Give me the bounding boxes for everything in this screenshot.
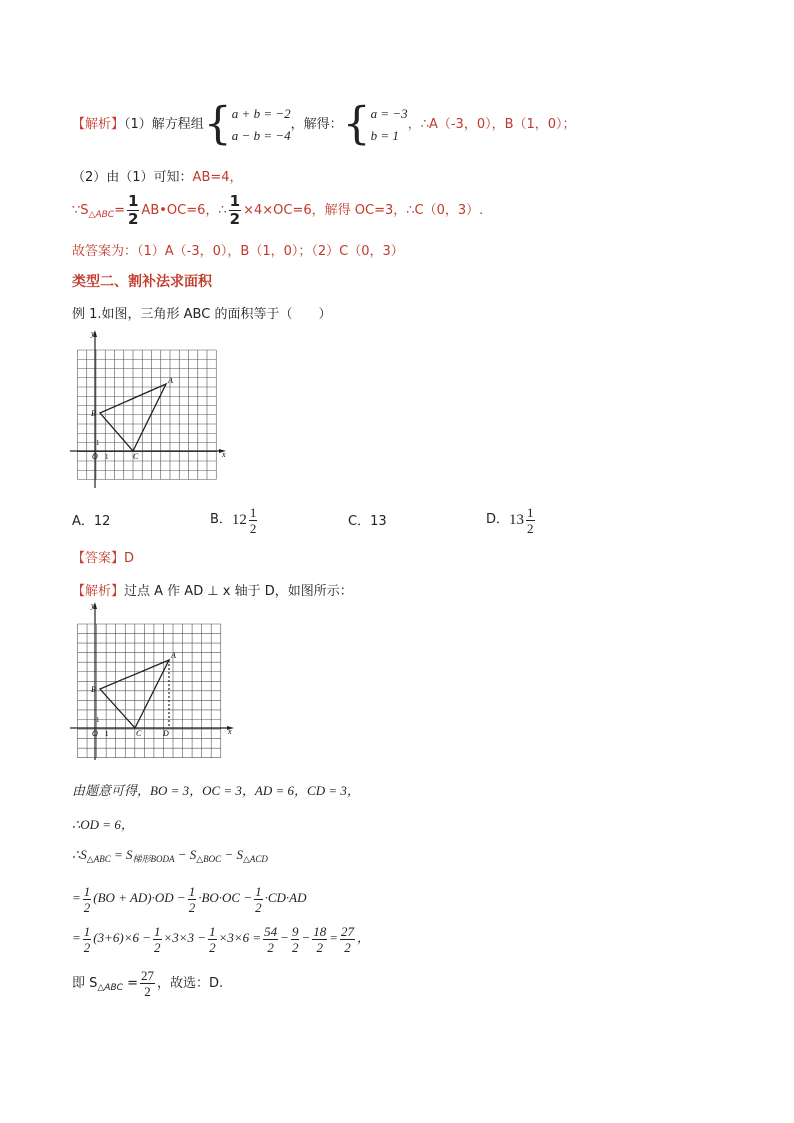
answer-tag: 【答案】 <box>72 551 125 566</box>
label-a-1: A <box>168 376 173 385</box>
label-x-2: x <box>228 727 232 736</box>
area3-t1: (3+6)×6 − <box>93 930 152 945</box>
final-result <box>72 966 223 1002</box>
grid-figure-2 <box>70 600 240 764</box>
brace-left-2: { <box>342 98 371 150</box>
area3-n5: 9 <box>291 923 299 939</box>
area3-frac4 <box>263 925 278 954</box>
label-b-2: B <box>91 685 96 694</box>
part2-prefix: （2）由（1）可知： <box>72 170 193 185</box>
analysis-tag-2: 【解析】 <box>72 584 125 599</box>
area2-n1: 1 <box>83 883 91 899</box>
area1-pre: ∴S <box>72 847 87 862</box>
area2-t3: ·CD·AD <box>264 890 307 905</box>
area3-frac5 <box>291 925 300 954</box>
area3-eq: = <box>72 930 81 945</box>
option-b-num: 1 <box>249 504 257 520</box>
fraction-half-2 <box>229 194 241 227</box>
area3-t2: ×3×3 − <box>163 930 207 945</box>
area1-sub1: △ABC <box>86 854 111 864</box>
final-sub: △ABC <box>97 983 123 993</box>
solve-mid: ，解得： <box>290 117 343 132</box>
area3-d3: 2 <box>209 939 216 955</box>
option-b-den: 2 <box>249 520 257 536</box>
option-a-label: A． <box>72 514 94 529</box>
option-c[interactable] <box>348 510 387 529</box>
equation-system <box>232 103 291 147</box>
area3-frac2 <box>153 925 162 954</box>
area3-frac6 <box>312 925 327 954</box>
fraction-half <box>127 194 139 227</box>
solution-part1 <box>72 100 576 150</box>
area3-frac7 <box>340 925 355 954</box>
final-eq: = <box>122 976 138 991</box>
derivation-part2: ×4×OC=6，解得 OC=3，∴C（0，3）. <box>243 203 484 218</box>
label-y-2: y <box>91 601 95 610</box>
od-value: ∴OD = 6， <box>72 817 134 832</box>
analysis-line <box>72 580 353 599</box>
final-num: 27 <box>140 968 154 983</box>
area3-t3: ×3×6 = <box>218 930 262 945</box>
area-formula-1 <box>72 847 268 865</box>
area1-mid: = S <box>110 847 133 862</box>
area3-n7: 27 <box>341 923 355 939</box>
label-o-1: O <box>92 452 98 461</box>
grid-lines-2 <box>78 624 221 758</box>
label-b-1: B <box>91 409 96 418</box>
label-o-2: O <box>92 729 98 738</box>
option-d-fraction <box>526 506 535 535</box>
solution-system <box>371 103 408 147</box>
solution-2: b = 1 <box>370 127 399 143</box>
frac-num: 1 <box>127 192 139 210</box>
area3-t4: − <box>280 930 289 945</box>
area3-frac3 <box>208 925 217 954</box>
area3-n1: 1 <box>83 923 91 939</box>
answer-value: D <box>124 551 135 566</box>
solve-intro: （1）解方程组 <box>124 117 204 132</box>
area3-d7: 2 <box>344 939 351 955</box>
answer-summary: 故答案为：（1）A（-3，0），B（1，0）；（2）C（0，3） <box>72 244 404 259</box>
label-one-x-1: 1 <box>105 453 109 461</box>
option-b-fraction <box>249 506 258 535</box>
area2-t2: ·BO·OC − <box>198 890 253 905</box>
label-d-2: D <box>163 729 169 738</box>
final-frac <box>140 969 155 998</box>
equation-2: a − b = −4 <box>231 127 291 143</box>
label-one-y-1: 1 <box>96 439 100 447</box>
brace-left: { <box>203 98 232 150</box>
area1-mid3: − S <box>221 847 243 862</box>
final-post: ，故选：D. <box>156 976 224 991</box>
area-formula-3 <box>72 920 370 956</box>
derivation-part1: AB•OC=6，∴ <box>141 203 227 218</box>
option-a-value: 12 <box>93 514 111 529</box>
area3-t6: = <box>329 930 339 945</box>
area3-d5: 2 <box>291 939 299 955</box>
option-a[interactable] <box>72 510 110 529</box>
area2-d2: 2 <box>188 899 196 915</box>
subscript-abc: △ABC <box>88 210 115 220</box>
area1-sub2: 梯形BODA <box>132 854 175 864</box>
label-y-1: y <box>91 329 95 338</box>
area3-d6: 2 <box>316 939 323 955</box>
label-x-1: x <box>222 450 226 459</box>
analysis-text: 过点 A 作 AD ⊥ x 轴于 D，如图所示： <box>124 584 353 599</box>
area2-frac1 <box>83 885 92 914</box>
area2-frac2 <box>188 885 197 914</box>
option-b[interactable] <box>210 500 259 540</box>
area2-n2: 1 <box>188 883 196 899</box>
area1-sub3: △BOC <box>196 854 222 864</box>
option-d[interactable] <box>486 500 537 540</box>
area3-t5: − <box>301 930 311 945</box>
option-b-whole: 12 <box>231 512 247 528</box>
equals: = <box>114 203 125 218</box>
frac-den-2: 2 <box>229 210 241 228</box>
option-d-den: 2 <box>527 520 534 536</box>
option-c-label: C． <box>348 514 371 529</box>
final-pre: 即 S <box>72 976 98 991</box>
solve-result: ，∴A（-3，0），B（1，0）； <box>407 117 576 132</box>
given-values: 由题意可得，BO = 3，OC = 3，AD = 6，CD = 3， <box>72 783 360 798</box>
equation-1: a + b = −2 <box>231 105 291 121</box>
area-derivation <box>72 193 483 229</box>
answer-line <box>72 547 134 566</box>
area1-sub4: △ACD <box>242 854 268 864</box>
area3-frac1 <box>83 925 92 954</box>
analysis-tag: 【解析】 <box>72 117 125 132</box>
area2-d1: 2 <box>83 899 91 915</box>
area3-d1: 2 <box>83 939 91 955</box>
area3-n2: 1 <box>154 923 161 939</box>
option-c-value: 13 <box>370 514 387 529</box>
section-title: 类型二、割补法求面积 <box>72 274 212 290</box>
area2-n3: 1 <box>255 883 262 899</box>
label-a-2: A <box>171 651 176 660</box>
since-s: ∵S <box>72 203 89 218</box>
area2-frac3 <box>254 885 263 914</box>
option-b-label: B． <box>210 512 232 527</box>
area3-d4: 2 <box>267 939 274 955</box>
label-c-1: C <box>133 452 139 461</box>
area2-eq: = <box>72 890 81 905</box>
area-formula-2 <box>72 880 307 916</box>
option-d-label: D． <box>486 512 510 527</box>
area2-d3: 2 <box>255 899 262 915</box>
area3-t7: ， <box>357 930 371 945</box>
final-den: 2 <box>144 984 151 999</box>
option-d-num: 1 <box>527 504 534 520</box>
area3-n4: 54 <box>264 923 278 939</box>
part2-value: AB=4， <box>192 170 243 185</box>
label-one-y-2: 1 <box>96 716 100 724</box>
solution-1: a = −3 <box>370 105 408 121</box>
area2-t1: (BO + AD)·OD − <box>93 890 186 905</box>
area3-n6: 18 <box>313 923 327 939</box>
example-question: 例 1.如图，三角形 ABC 的面积等于（ ） <box>72 307 332 322</box>
area3-n3: 1 <box>209 923 216 939</box>
area3-d2: 2 <box>154 939 161 955</box>
option-d-whole: 13 <box>509 512 525 528</box>
label-one-x-2: 1 <box>105 730 109 738</box>
area1-mid2: − S <box>174 847 197 862</box>
grid-lines-1 <box>78 350 217 480</box>
solution-part2 <box>72 166 243 185</box>
frac-num-2: 1 <box>229 192 241 210</box>
label-c-2: C <box>136 729 142 738</box>
frac-den: 2 <box>127 210 139 228</box>
grid-figure-1 <box>70 328 235 492</box>
